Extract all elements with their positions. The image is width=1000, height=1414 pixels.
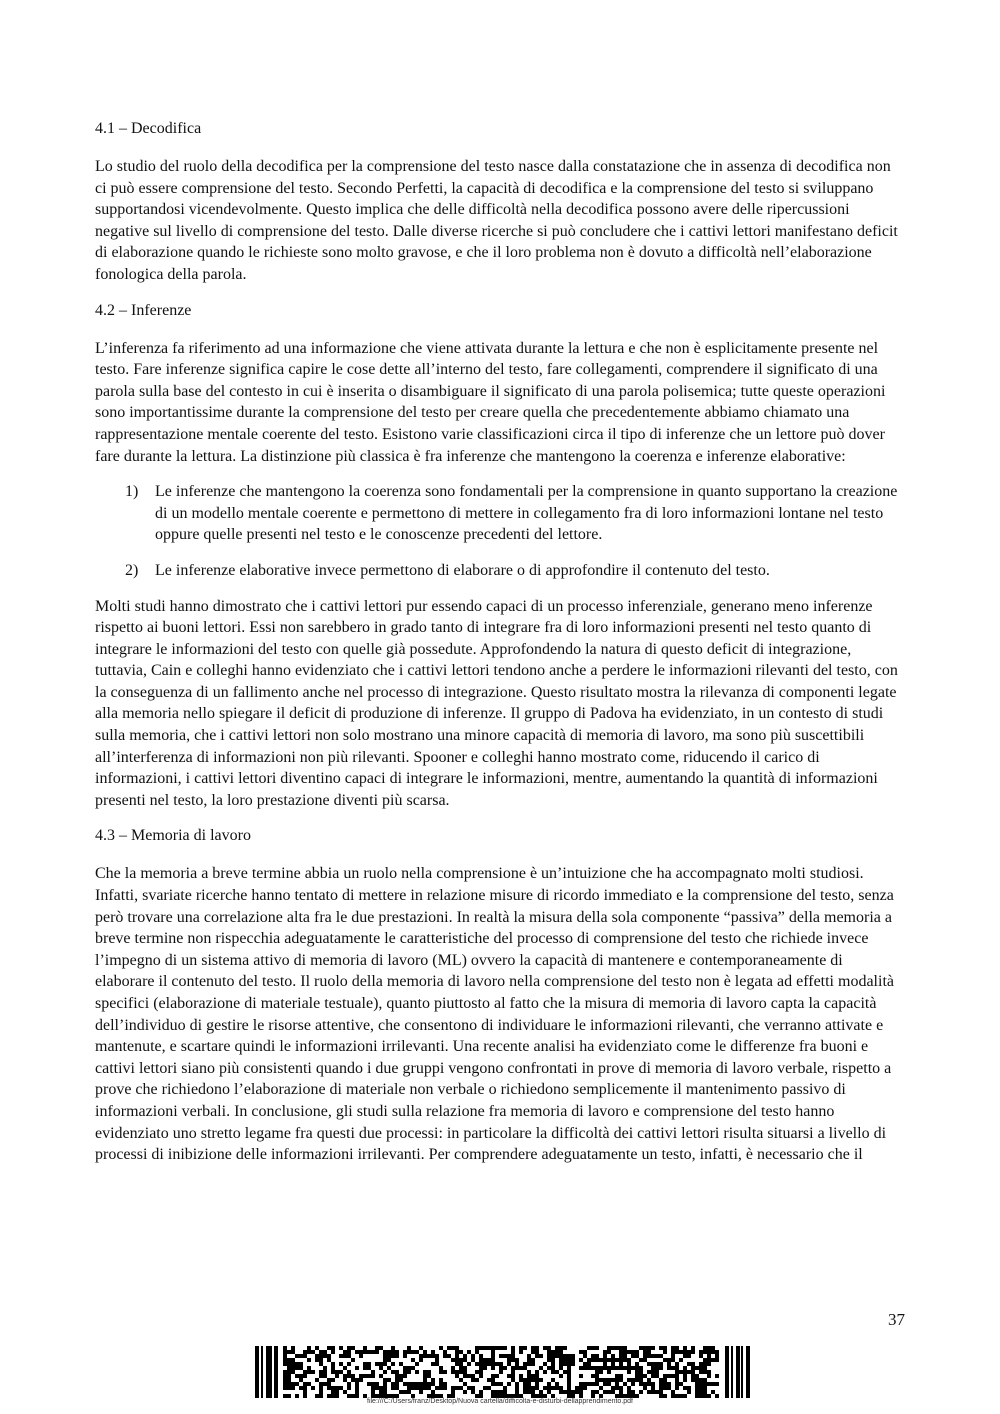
document-page — [95, 118, 905, 1180]
list-item-text: Le inferenze che mantengono la coerenza sono fondamentali per la comprensione in quanto supportano la creazione di un modello mentale coerente e permettono di mettere in collegamento fra di loro informazioni lontane nel testo oppure quelle presenti nel testo e le conoscenze precedenti del lettore. — [155, 483, 898, 544]
list-number: 2) — [125, 561, 139, 579]
paragraph: L’inferenza fa riferimento ad una informazione che viene attivata durante la lettura e che non è esplicitamente presente nel testo. Fare inferenze significa capire le cose dette all’interno del testo, fare collegamenti, comprendere il significato di una parola sulla base del contesto in cui è inserita o disambiguare il significato di una parola polisemica; tutte queste operazioni sono importantissime durante la comprensione del testo per creare quella che precedentemente abbiamo chiamato una rappresentazione mentale coerente del testo. Esistono varie classificazioni circa il tipo di inferenze che un lettore può dover fare durante la lettura. La distinzione più classica è fra inferenze che mantengono la coerenza e inferenze elaborative: — [95, 339, 886, 465]
list-item — [95, 481, 905, 546]
section-decodifica — [95, 118, 905, 286]
paragraph: Che la memoria a breve termine abbia un ruolo nella comprensione è un’intuizione che ha accompagnato molti studiosi. Infatti, svariate ricerche hanno tentato di mettere in relazione misure di ricordo immediato e la comprensione del testo, senza però trovare una correlazione alta fra le due prestazioni. In realtà la misura della sola componente “passiva” della memoria a breve termine non rispecchia adeguatamente le caratteristiche del processo di comprensione del testo che richiede invece l’impegno di un sistema attivo di memoria di lavoro (ML) ovvero la capacità di mantenere e contemporaneamente di elaborare il contenuto del testo. Il ruolo della memoria di lavoro nella comprensione del testo non è legata ad effetti modalità specifici (elaborazione di materiale testuale), quanto piuttosto al fatto che la misura di memoria di lavoro capta la capacità dell’individuo di gestire le risorse attentive, che consentono di individuare le informazioni rilevanti, che verranno attivate e mantenute, e scartare quindi le informazioni irrilevanti. Una recente analisi ha evidenziato come le differenze fra buoni e cattivi lettori siano più consistenti quando i due gruppi vengono confrontati in prove di memoria di lavoro verbale, rispetto a prove che richiedono l’elaborazione di materiale non verbale o richiedono semplicemente il mantenimento passivo di informazioni verbali. In conclusione, gli studi sulla relazione fra memoria di lavoro e comprensione del testo hanno evidenziato uno stretto legame fra questi due processi: in particolare la difficoltà dei cattivi lettori risulta situarsi a livello di processi di inibizione delle informazioni irrilevanti. Per comprendere adeguatamente un testo, infatti, è necessario che il — [95, 865, 894, 1164]
list-item — [95, 560, 905, 582]
paragraph: Lo studio del ruolo della decodifica per la comprensione del testo nasce dalla constatazione che in assenza di decodifica non ci può essere comprensione del testo. Secondo Perfetti, la capacità di decodifica e la comprensione del testo si sviluppano supportandosi vicendevolmente. Questo implica che delle difficoltà nella decodifica possono avere delle ripercussioni negative sul livello di comprensione del testo. Dalle diverse ricerche si può concludere che i cattivi lettori manifestano deficit di elaborazione quando le richieste sono molto gravose, e che il loro problema non è dovuto a difficoltà nell’elaborazione fonologica della parola. — [95, 158, 898, 283]
section-heading: 4.3 – Memoria di lavoro — [95, 827, 251, 845]
paragraph: Molti studi hanno dimostrato che i cattivi lettori pur essendo capaci di un processo inferenziale, generano meno inferenze rispetto ai buoni lettori. Essi non sarebbero in grado tanto di integrare fra di loro informazioni presenti nel testo quanto di integrare le informazioni del testo con quelle già possedute. Approfondendo la natura di questo deficit di integrazione, tuttavia, Cain e colleghi hanno evidenziato che i cattivi lettori tendono anche a perdere le informazioni rilevanti del testo, con la conseguenza di un fallimento anche nel processo di integrazione. Questo risultato mostra la rilevanza di componenti legate alla memoria nello spiegare il deficit di produzione di inferenze. Il gruppo di Padova ha evidenziato, in un contesto di studi sulla memoria, che i cattivi lettori non solo mostrano una minore capacità di memoria di lavoro, ma sono più suscettibili all’interferenza di informazioni non più rilevanti. Spooner e colleghi hanno mostrato come, riducendo il carico di informazioni, i cattivi lettori diventino capaci di integrare le informazioni, mentre, aumentando la quantità di informazioni presenti nel testo, la loro prestazione diventi più scarsa. — [95, 597, 898, 809]
section-heading: 4.2 – Inferenze — [95, 301, 192, 319]
numbered-list — [95, 481, 905, 581]
section-memoria-di-lavoro — [95, 825, 905, 1165]
list-item-text: Le inferenze elaborative invece permettono di elaborare o di approfondire il contenuto del testo. — [155, 561, 770, 579]
barcode-icon — [255, 1346, 751, 1398]
list-number: 1) — [125, 483, 139, 501]
section-heading: 4.1 – Decodifica — [95, 120, 202, 137]
footer-file-path: file:///C:/Users/franz/Desktop/Nuova cartella/difficolta-e-disturbi-dellapprendimento.pdf — [367, 1398, 633, 1405]
section-inferenze — [95, 300, 905, 812]
page-number: 37 — [888, 1310, 905, 1329]
